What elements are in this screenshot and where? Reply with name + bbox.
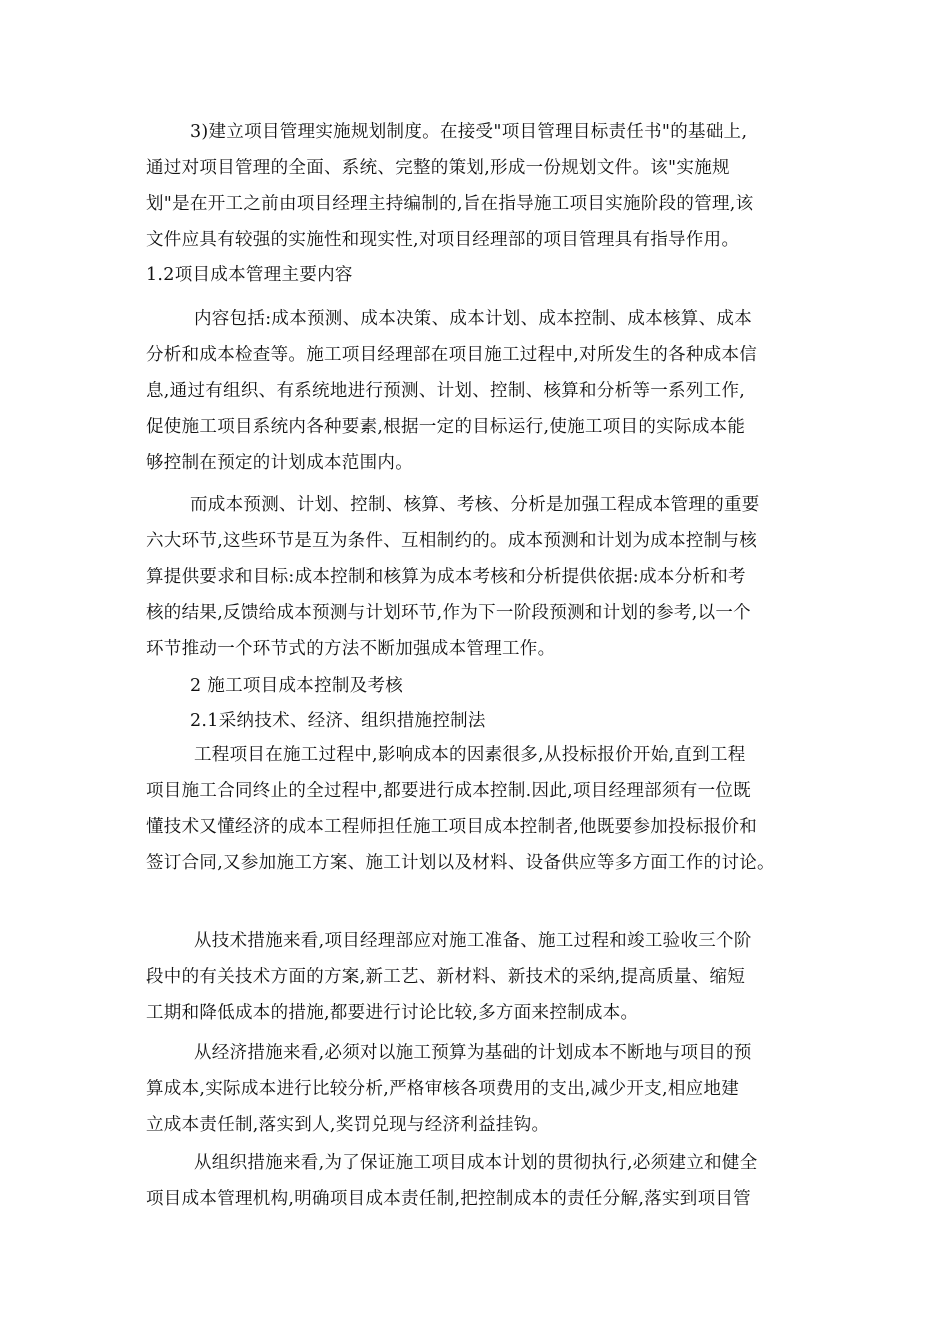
text-line: 立成本责任制,落实到人,奖罚兑现与经济利益挂钩。 [146, 1115, 550, 1135]
text-line: 从经济措施来看,必须对以施工预算为基础的计划成本不断地与项目的预 [194, 1043, 752, 1063]
text-line: 够控制在预定的计划成本范围内。 [146, 453, 413, 473]
text-line: 算成本,实际成本进行比较分析,严格审核各项费用的支出,减少开支,相应地建 [146, 1079, 740, 1099]
section-heading-1-2: 1.2项目成本管理主要内容 [146, 265, 353, 285]
text-line: 息,通过有组织、有系统地进行预测、计划、控制、核算和分析等一系列工作, [146, 381, 746, 401]
section-heading-2: 2 施工项目成本控制及考核 [190, 676, 404, 696]
text-line: 内容包括:成本预测、成本决策、成本计划、成本控制、成本核算、成本 [194, 309, 752, 329]
text-line: 3)建立项目管理实施规划制度。在接受"项目管理目标责任书"的基础上, [190, 122, 748, 142]
text-line: 环节推动一个环节式的方法不断加强成本管理工作。 [146, 639, 556, 659]
text-line: 项目施工合同终止的全过程中,都要进行成本控制.因此,项目经理部须有一位既 [146, 781, 751, 801]
text-line: 六大环节,这些环节是互为条件、互相制约的。成本预测和计划为成本控制与核 [146, 531, 758, 551]
text-line: 从组织措施来看,为了保证施工项目成本计划的贯彻执行,必须建立和健全 [194, 1153, 758, 1173]
text-line: 通过对项目管理的全面、系统、完整的策划,形成一份规划文件。该"实施规 [146, 158, 730, 178]
text-line: 签订合同,又参加施工方案、施工计划以及材料、设备供应等多方面工作的讨论。 [146, 853, 775, 873]
text-line: 从技术措施来看,项目经理部应对施工准备、施工过程和竣工验收三个阶 [194, 931, 752, 951]
text-line: 项目成本管理机构,明确项目成本责任制,把控制成本的责任分解,落实到项目管 [146, 1189, 751, 1209]
text-line: 而成本预测、计划、控制、核算、考核、分析是加强工程成本管理的重要 [190, 495, 760, 515]
text-line: 分析和成本检查等。施工项目经理部在项目施工过程中,对所发生的各种成本信 [146, 345, 758, 365]
text-line: 划"是在开工之前由项目经理主持编制的,旨在指导施工项目实施阶段的管理,该 [146, 194, 754, 214]
text-line: 懂技术又懂经济的成本工程师担任施工项目成本控制者,他既要参加投标报价和 [146, 817, 758, 837]
text-line: 核的结果,反馈给成本预测与计划环节,作为下一阶段预测和计划的参考,以一个 [146, 603, 751, 623]
text-line: 算提供要求和目标:成本控制和核算为成本考核和分析提供依据:成本分析和考 [146, 567, 746, 587]
text-line: 段中的有关技术方面的方案,新工艺、新材料、新技术的采纳,提高质量、缩短 [146, 967, 746, 987]
text-line: 工程项目在施工过程中,影响成本的因素很多,从投标报价开始,直到工程 [194, 745, 746, 765]
text-line: 文件应具有较强的实施性和现实性,对项目经理部的项目管理具有指导作用。 [146, 230, 740, 250]
section-heading-2-1: 2.1采纳技术、经济、组织措施控制法 [190, 711, 486, 731]
text-line: 促使施工项目系统内各种要素,根据一定的目标运行,使施工项目的实际成本能 [146, 417, 746, 437]
text-line: 工期和降低成本的措施,都要进行讨论比较,多方面来控制成本。 [146, 1003, 639, 1023]
